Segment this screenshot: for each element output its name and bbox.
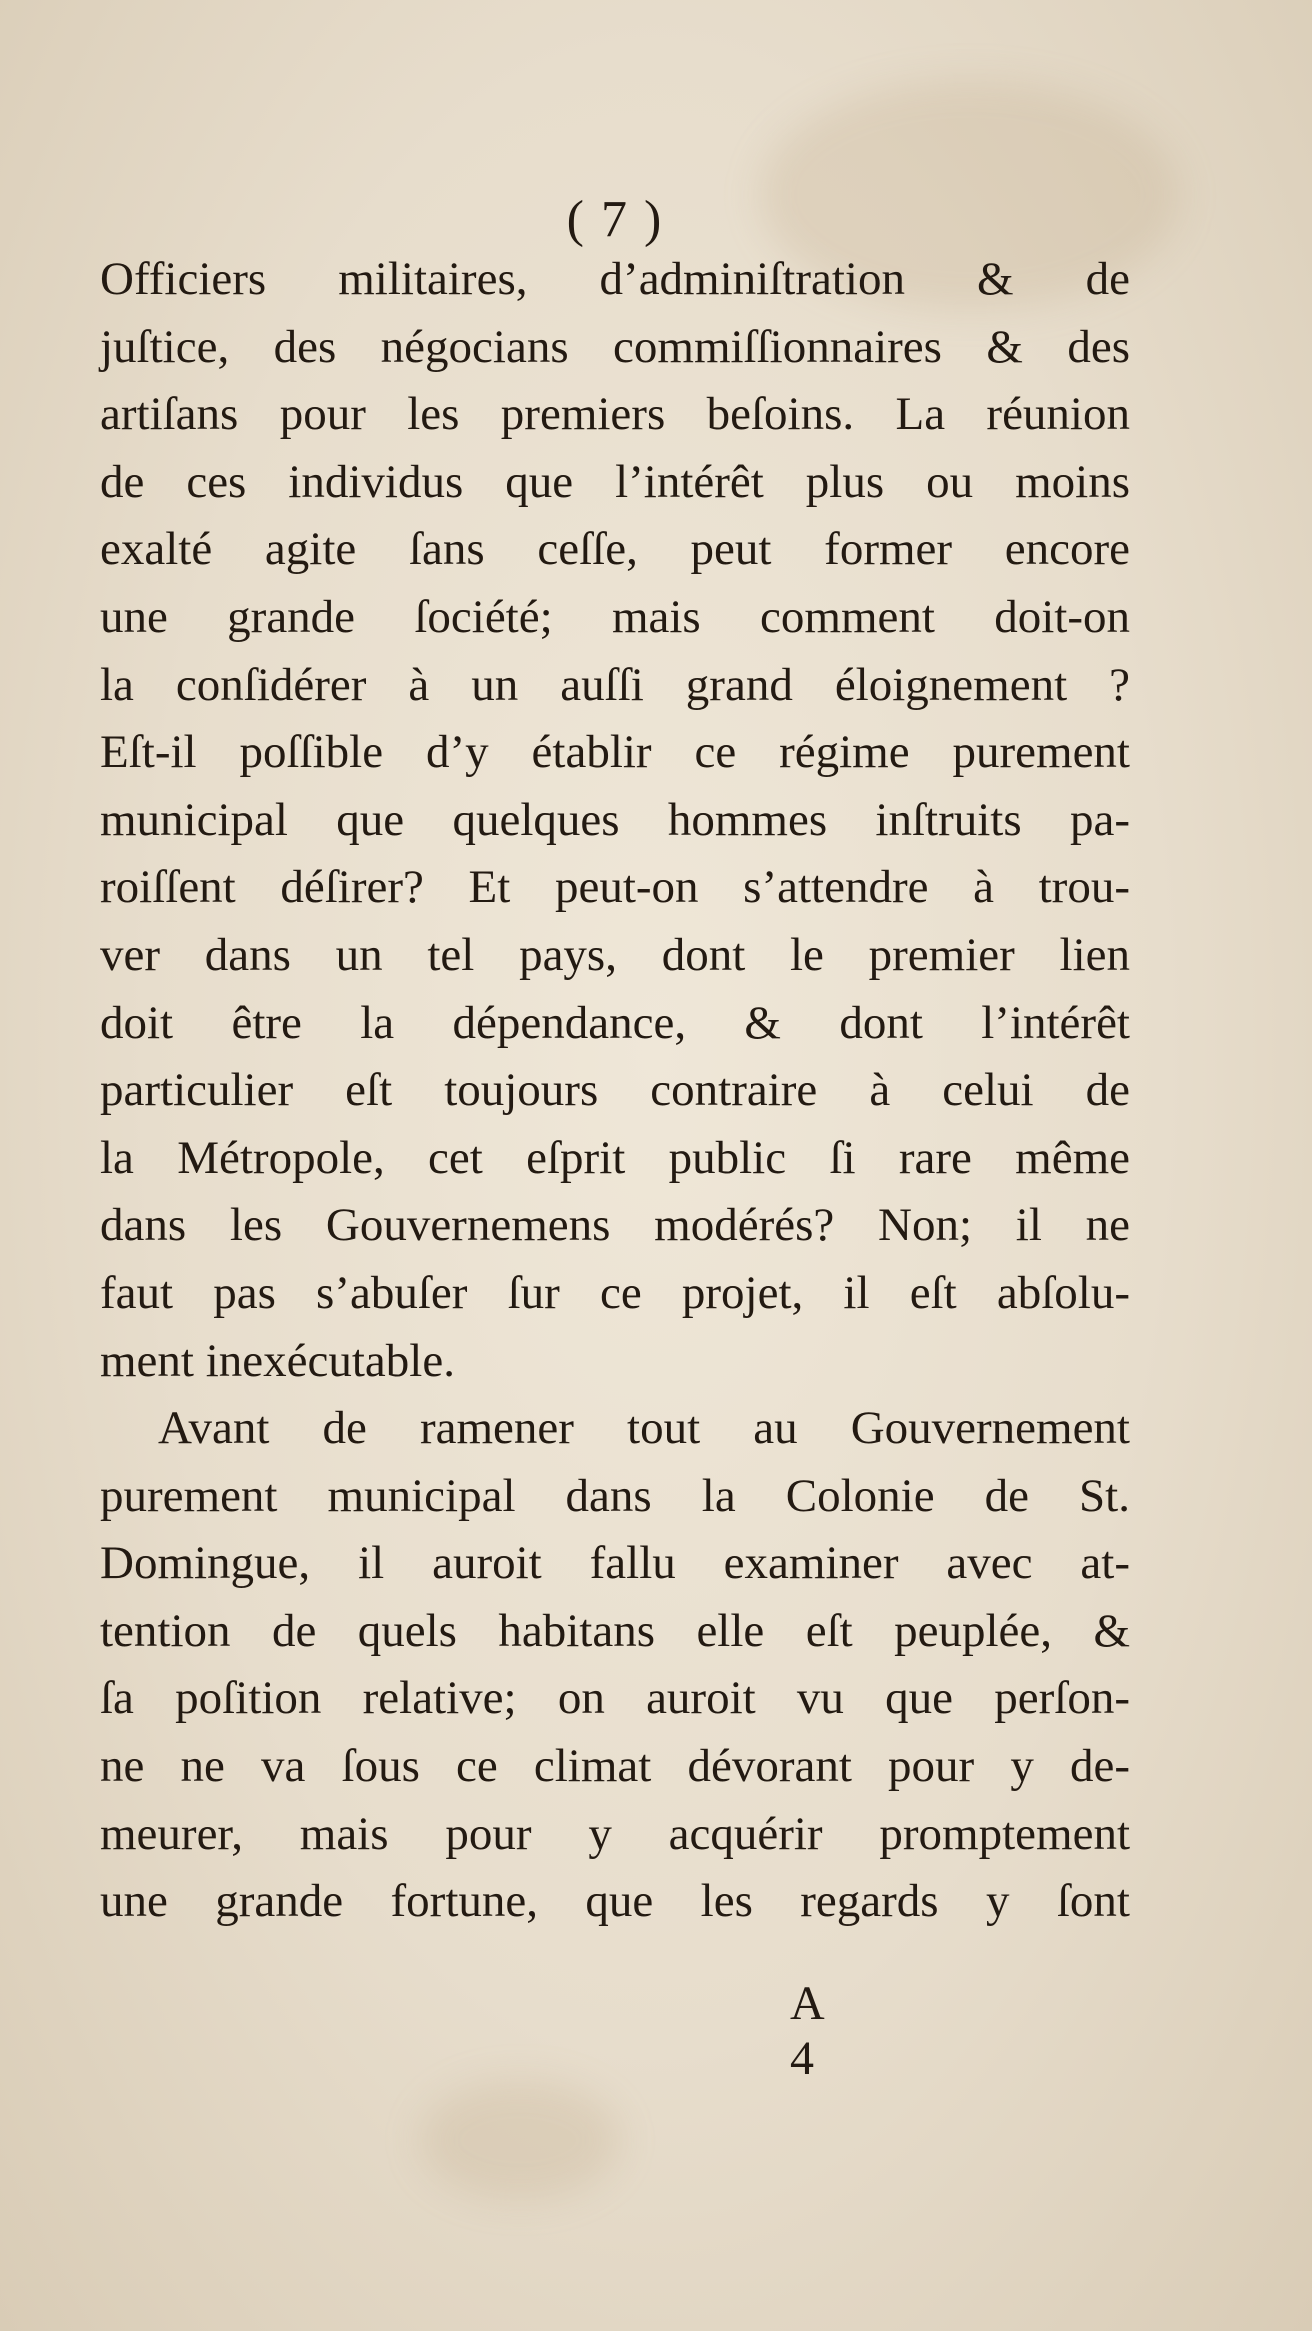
signature-mark: A 4 — [790, 1977, 837, 2085]
text-line: artiſans pour les premiers beſoins. La réunion — [100, 388, 1130, 441]
text-line: de ces individus que l’intérêt plus ou moins — [100, 455, 1130, 508]
text-line: la conſidérer à un auſſi grand éloignement ? — [100, 658, 1130, 711]
page-number: ( 7 ) — [566, 191, 664, 248]
text-line: purement municipal dans la Colonie de St. — [100, 1469, 1130, 1522]
paragraph — [100, 1395, 1130, 1936]
text-line: exalté agite ſans ceſſe, peut former encore — [100, 523, 1130, 576]
text-line: une grande ſociété; mais comment doit-on — [100, 590, 1130, 643]
text-line: Officiers militaires, d’adminiſtration & de — [100, 253, 1130, 305]
text-line: Domingue, il auroit fallu examiner avec at- — [100, 1537, 1130, 1590]
text-line: faut pas s’abuſer ſur ce projet, il eſt abſolu- — [100, 1266, 1130, 1319]
paper-stain — [420, 2080, 620, 2200]
text-line: doit être la dépendance, & dont l’intérêt — [100, 996, 1130, 1049]
text-line: ne ne va ſous ce climat dévorant pour y de- — [100, 1740, 1130, 1793]
text-line: municipal que quelques hommes inſtruits pa- — [100, 793, 1130, 846]
text-line: juſtice, des négocians commiſſionnaires & des — [100, 320, 1130, 373]
text-line: une grande fortune, que les regards y ſont — [100, 1875, 1130, 1928]
paragraph — [100, 246, 1130, 1395]
text-line: meurer, mais pour y acquérir promptement — [100, 1807, 1130, 1860]
text-line: dans les Gouvernemens modérés? Non; il ne — [100, 1199, 1130, 1252]
text-line: la Métropole, cet eſprit public ſi rare même — [100, 1131, 1130, 1184]
text-line: Avant de ramener tout au Gouvernement — [158, 1402, 1130, 1455]
text-line: roiſſent déſirer? Et peut-on s’attendre à trou- — [100, 861, 1130, 914]
text-line: tention de quels habitans elle eſt peuplée, & — [100, 1604, 1130, 1657]
text-line: ver dans un tel pays, dont le premier lien — [100, 928, 1130, 981]
text-line: ſa poſition relative; on auroit vu que perſon- — [100, 1672, 1130, 1725]
text-line: particulier eſt toujours contraire à celui de — [100, 1064, 1130, 1117]
text-line: ment inexécutable. — [100, 1334, 455, 1387]
text-line: Eſt-il poſſible d’y établir ce régime purement — [100, 726, 1130, 779]
body-text — [100, 246, 1130, 1936]
